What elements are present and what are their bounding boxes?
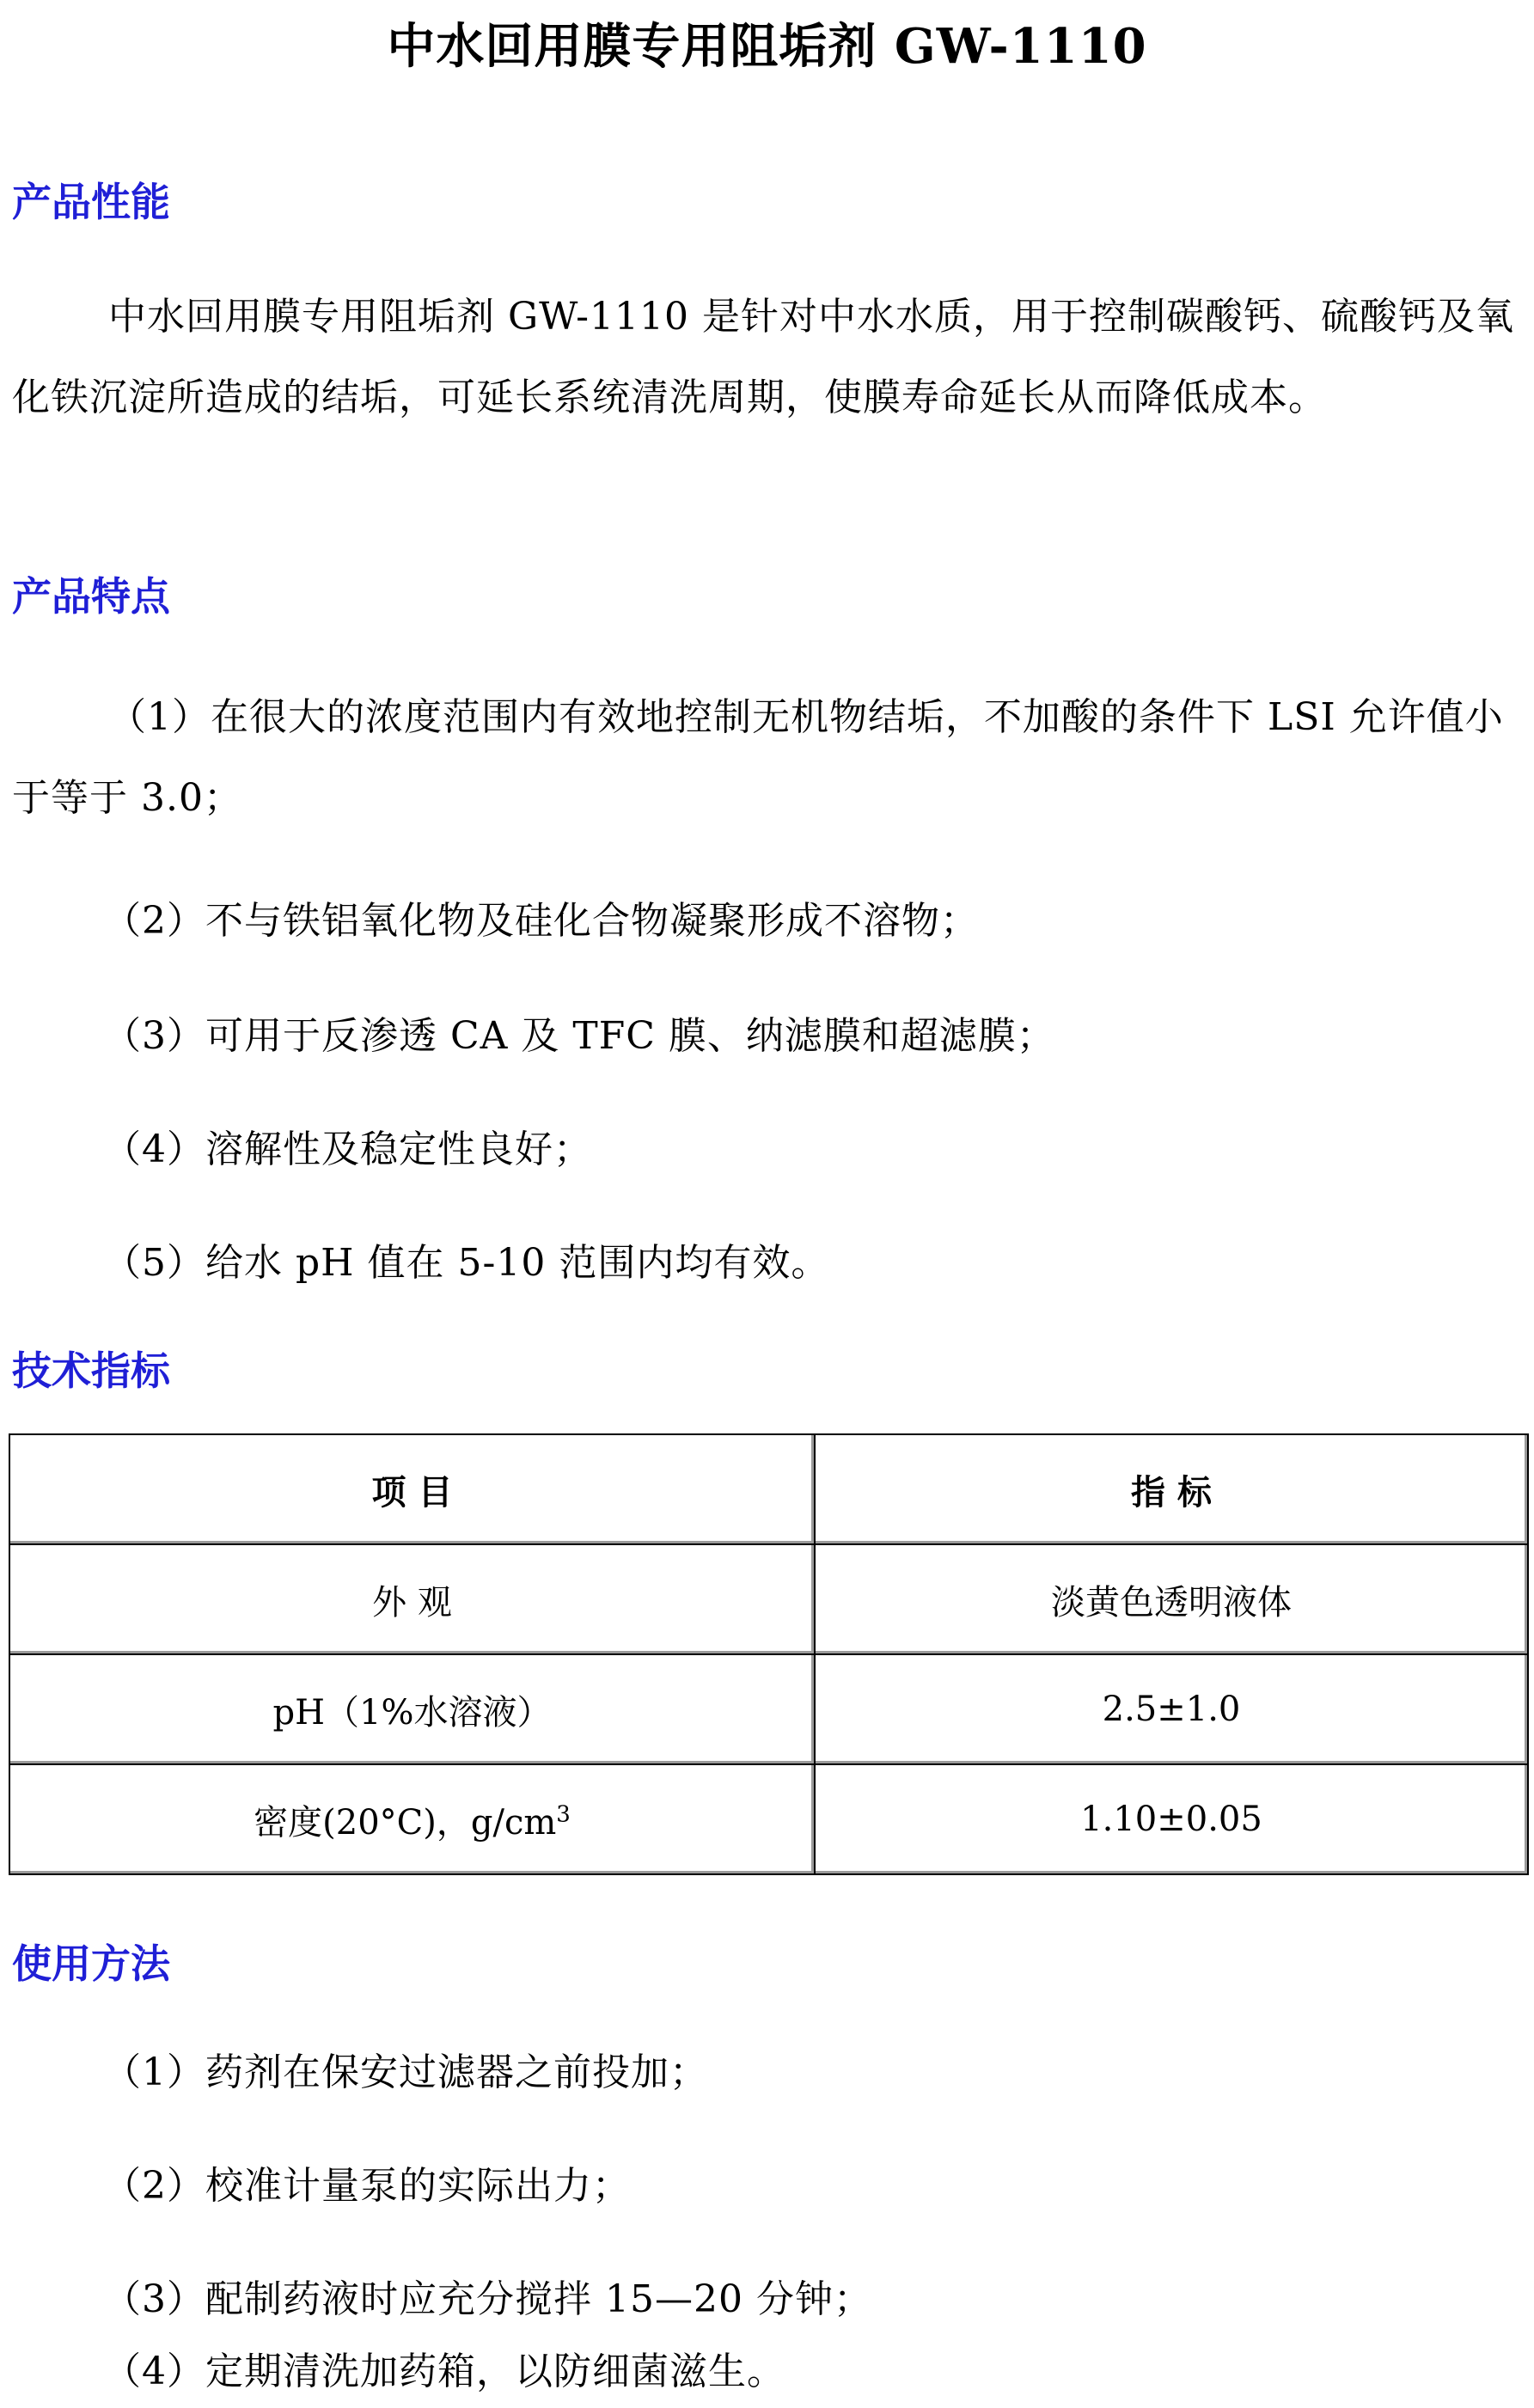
spec-value-ph: 2.5±1.0 xyxy=(815,1654,1528,1764)
spec-table-header-row xyxy=(9,1434,1528,1544)
feature-item-5: （5）给水 pH 值在 5-10 范围内均有效。 xyxy=(103,1241,830,1285)
heading-usage: 使用方法 xyxy=(12,1940,170,1987)
usage-item-1: （1）药剂在保安过滤器之前投加； xyxy=(103,2050,708,2094)
feature-item-4: （4）溶解性及稳定性良好； xyxy=(103,1128,592,1171)
spec-header-item: 项 目 xyxy=(9,1434,815,1544)
spec-item-density-label: 密度(20°C)，g/cm xyxy=(254,1802,557,1843)
heading-performance: 产品性能 xyxy=(12,179,170,225)
usage-item-2: （2）校准计量泵的实际出力； xyxy=(103,2164,631,2208)
usage-item-4: （4）定期清洗加药箱，以防细菌滋生。 xyxy=(103,2350,785,2393)
performance-paragraph: 中水回用膜专用阻垢剂 GW-1110 是针对中水水质，用于控制碳酸钙、硫酸钙及氧化铁沉淀所造成的结垢，可延长系统清洗周期，使膜寿命延长从而降低成本。 xyxy=(12,295,1514,419)
feature-item-1: （1）在很大的浓度范围内有效地控制无机物结垢，不加酸的条件下 LSI 允许值小于等于 3.0； xyxy=(12,695,1504,820)
usage-item-3: （3）配制药液时应充分搅拌 15—20 分钟； xyxy=(103,2277,872,2321)
density-superscript: 3 xyxy=(556,1801,571,1828)
table-row xyxy=(9,1654,1528,1764)
table-row xyxy=(9,1544,1528,1654)
document-title: 中水回用膜专用阻垢剂 GW-1110 xyxy=(387,18,1147,75)
heading-features: 产品特点 xyxy=(12,573,170,620)
heading-specs: 技术指标 xyxy=(12,1348,170,1394)
spec-value-appearance: 淡黄色透明液体 xyxy=(815,1544,1528,1654)
feature-item-2: （2）不与铁铝氧化物及硅化合物凝聚形成不溶物； xyxy=(103,899,979,943)
feature-item-3: （3）可用于反渗透 CA 及 TFC 膜、纳滤膜和超滤膜； xyxy=(103,1014,1055,1058)
spec-header-value: 指 标 xyxy=(815,1434,1528,1544)
spec-table xyxy=(9,1433,1529,1875)
table-row xyxy=(9,1764,1528,1874)
spec-item-ph: pH（1%水溶液） xyxy=(9,1654,815,1764)
spec-value-density: 1.10±0.05 xyxy=(815,1764,1528,1874)
spec-item-appearance: 外 观 xyxy=(9,1544,815,1654)
spec-item-density xyxy=(9,1764,815,1874)
